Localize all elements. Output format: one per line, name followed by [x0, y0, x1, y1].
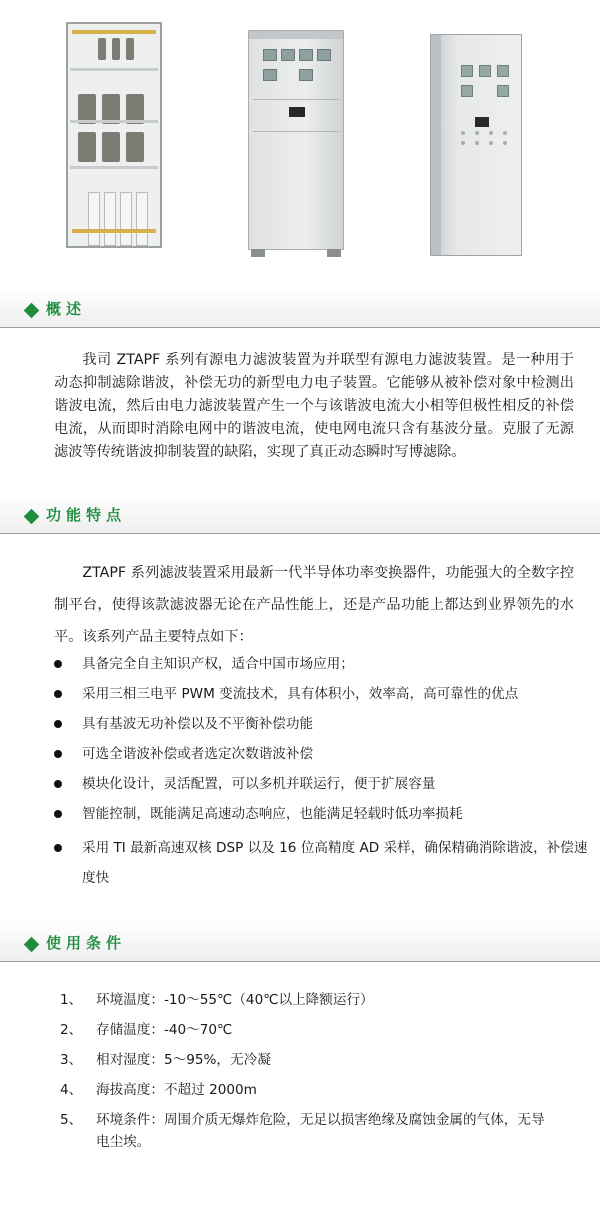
list-item: 模块化设计，灵活配置，可以多机并联运行，便于扩展容量	[0, 773, 592, 795]
divider	[0, 327, 600, 328]
list-item: 3、 相对湿度：5～95%，无冷凝	[60, 1052, 271, 1068]
section-title: 功能特点	[46, 506, 127, 524]
section-header-overview	[0, 288, 600, 332]
section-header-conditions	[0, 922, 600, 966]
list-item: 智能控制，既能满足高速动态响应，也能满足轻载时低功率损耗	[0, 803, 592, 825]
section-header-features	[0, 494, 600, 538]
list-item: 具有基波无功补偿以及不平衡补偿功能	[0, 713, 592, 735]
section-title: 使用条件	[46, 934, 127, 952]
conditions-list	[0, 989, 600, 1153]
product-photo-angled-cabinet	[430, 34, 522, 256]
product-photo-closed-cabinet	[248, 30, 344, 250]
bullet-dot-icon	[54, 750, 62, 758]
list-item: 2、 存储温度：-40～70℃	[60, 1022, 233, 1038]
bullet-dot-icon	[54, 720, 62, 728]
bullet-dot-icon	[54, 780, 62, 788]
features-list	[0, 653, 600, 893]
bullet-dot-icon	[54, 660, 62, 668]
list-item: 采用 TI 最新高速双核 DSP 以及 16 位高精度 AD 采样，确保精确消除谐波，补偿速度快	[0, 833, 592, 893]
divider	[0, 961, 600, 962]
list-item: 采用三相三电平 PWM 变流技术，具有体积小，效率高，高可靠性的优点	[0, 683, 592, 705]
bullet-dot-icon	[54, 844, 62, 852]
overview-paragraph: 我司 ZTAPF 系列有源电力滤波装置为并联型有源电力滤波装置。是一种用于动态抑制滤除谐波，补偿无功的新型电力电子装置。它能够从被补偿对象中检测出谐波电流，然后由电力滤波装置产生一个与该谐波电流大小相等但极性相反的补偿电流，从而即时消除电网中的谐波电流，使电网电流只含有基波分量。克服了无源滤波等传统谐波抑制装置的缺陷，实现了真正动态瞬时写博滤除。	[54, 352, 574, 460]
bullet-dot-icon	[54, 690, 62, 698]
section-title: 概述	[46, 300, 87, 318]
list-item: 5、 环境条件：周围介质无爆炸危险，无足以损害绝缘及腐蚀金属的气体，无导电尘埃。	[60, 1112, 545, 1150]
list-item: 具备完全自主知识产权，适合中国市场应用；	[0, 653, 592, 675]
product-photo-open-cabinet	[66, 22, 162, 248]
divider	[0, 533, 600, 534]
bullet-dot-icon	[54, 810, 62, 818]
list-item: 可选全谐波补偿或者选定次数谐波补偿	[0, 743, 592, 765]
list-item: 1、 环境温度：-10～55℃（40℃以上降额运行）	[60, 992, 374, 1008]
list-item: 4、 海拔高度：不超过 2000m	[60, 1082, 257, 1098]
features-intro-paragraph: ZTAPF 系列滤波装置采用最新一代半导体功率变换器件，功能强大的全数字控制平台，使得该款滤波器无论在产品性能上，还是产品功能上都达到业界领先的水平。该系列产品主要特点如下：	[54, 565, 574, 645]
